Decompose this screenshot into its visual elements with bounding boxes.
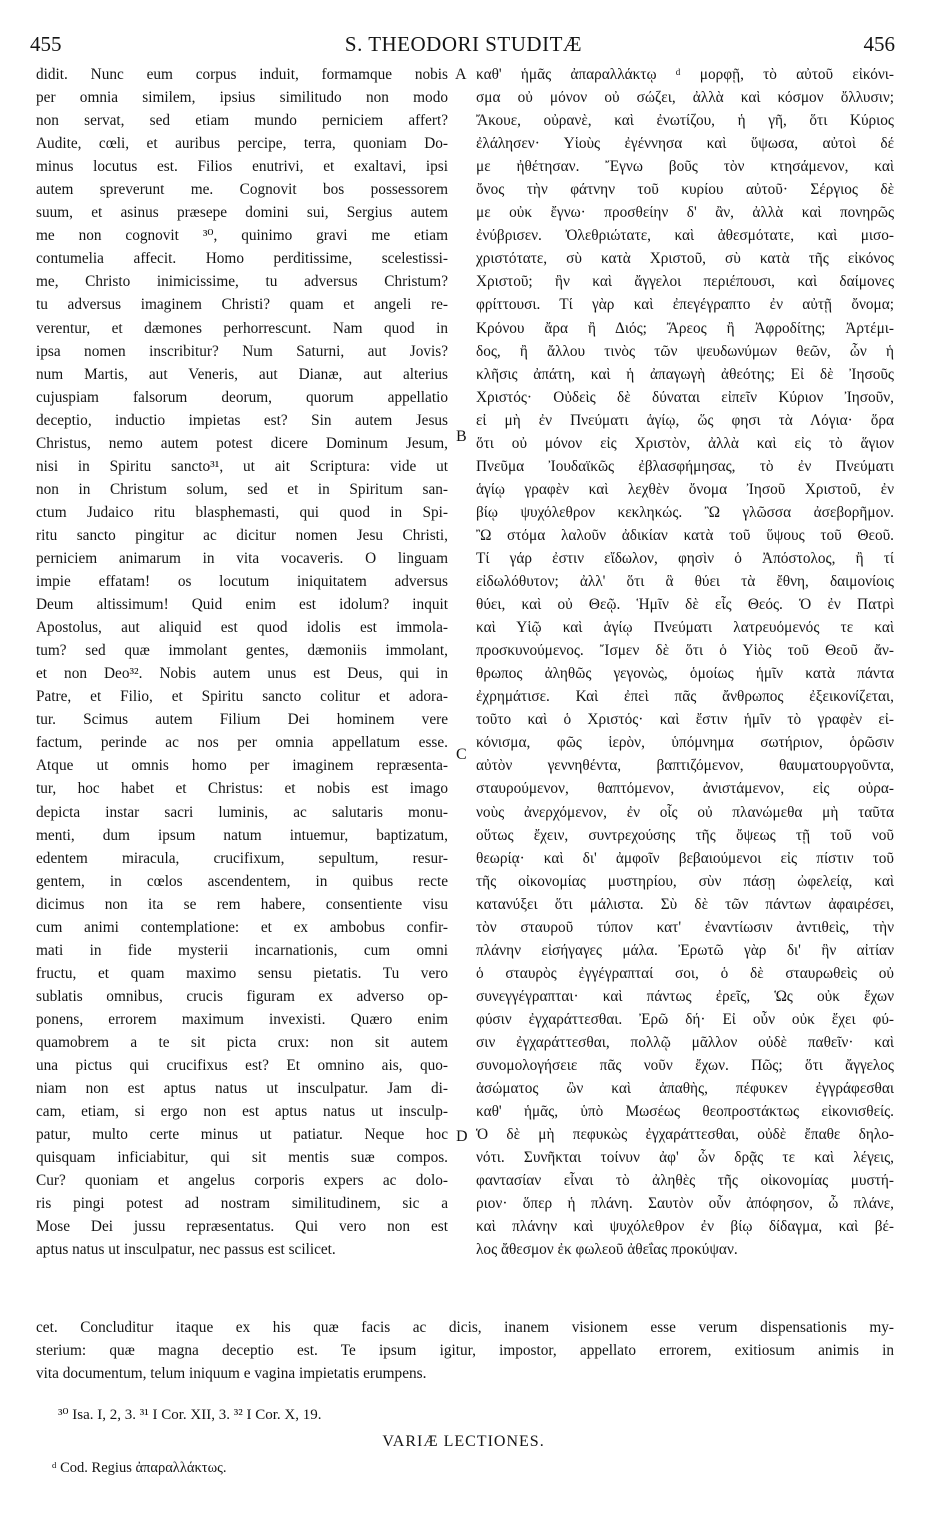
latin-text-line: suum, et asinus præsepe domini sui, Sergius autem (36, 204, 448, 222)
greek-text-line: σμα οὐ μόνον οὐ σώζει, ἀλλὰ καὶ κόσμον ὄλλυσιν; (476, 89, 894, 107)
latin-text-line: cujuspiam falsorum deorum, quorum appellatio (36, 388, 448, 406)
full-width-text-line: vita documentum, telum iniquum e vagina impietatis erumpens. (36, 1365, 427, 1383)
greek-text-line: βίῳ ψυχόλεθρον κεκληκώς. Ὢ γλῶσσα ἀσεβορῆμον. (476, 503, 894, 521)
latin-text-line: ctum Judaico ritu blasphemasti, qui quod in Spi- (36, 503, 448, 521)
greek-text-line: με οὐκ ἔγνω· προσθείην δ' ἂν, ἀλλὰ καὶ πονηρῶς (476, 204, 894, 222)
greek-text-line: ὄνος τὴν φάτνην τοῦ κυρίου αὐτοῦ· Σέργιος δὲ (476, 181, 894, 199)
page-number-left: 455 (30, 32, 62, 56)
latin-text-line: cam, etiam, si ergo non est aptus natus ut insculp- (36, 1103, 448, 1121)
greek-text-line: φαντασίαν εἶναι τὸ ἀληθὲς τῆς οἰκονομίας μυστή- (476, 1172, 894, 1190)
full-width-text-line: sterium: quæ magna deceptio est. Te ipsum igitur, impostor, appellato errorem, exitiosum animis in (36, 1342, 894, 1360)
running-title: S. THEODORI STUDITÆ (344, 32, 583, 56)
latin-text-line: menti, dum ipsum natum intuemur, baptizatum, (36, 826, 448, 844)
latin-text-line: aptus natus ut insculpatur, nec passus est scilicet. (36, 1241, 336, 1259)
latin-text-line: tur, hoc habet et Christus: et nobis est imago (36, 780, 448, 798)
greek-text-line: εἰδωλόθυτον; ἀλλ' ὅτι ἃ θύει τὰ ἔθνη, δαιμονίοις (476, 573, 894, 591)
latin-text-line: Mose Dei jussu repræsentatus. Qui vero non est (36, 1218, 448, 1236)
page-number-right: 456 (863, 32, 895, 56)
greek-text-line: φύσιν ἐγχαράττεσθαι. Ἐρῶ δή· Εἰ οὖν οὐκ ἔχει φύ- (476, 1010, 894, 1028)
greek-text-line: Χριστοῦ; ἣν καὶ ἄγγελοι περιέπουσι, καὶ δαίμονες (476, 273, 894, 291)
latin-text-line: una pictus qui crucifixus est? Et omnino ais, quo- (36, 1057, 448, 1075)
greek-text-line: κλῆσις ἀπάτη, καὶ ἡ ἀπαγωγὴ ἀθεότης; Εἰ δὲ Ἰησοῦς (476, 365, 894, 383)
greek-text-line: σιν ἐγχαράττεσθαι, πολλῷ μᾶλλον οὐδὲ παθεῖν· καὶ (476, 1033, 894, 1051)
greek-text-line: καὶ Υἱῷ καὶ ἁγίῳ Πνεύματι λατρευόμενός τε καὶ (476, 619, 894, 637)
latin-text-line: minus locutus est. Filios enutrivi, et exaltavi, ipsi (36, 158, 448, 176)
greek-text-line: με ἠθέτησαν. Ἔγνω βοῦς τὸν κτησάμενον, καὶ (476, 158, 894, 176)
latin-text-line: non servat, sed etiam mundo perniciem affert? (36, 112, 448, 130)
latin-text-line: niam non est aptus natus ut insculpatur. Jam di- (36, 1080, 448, 1098)
greek-text-line: συνεγγέγραπται· καὶ πάντως ἐρεῖς, Ὡς οὐκ ἔχων (476, 987, 894, 1005)
greek-text-line: αὐτὸν γεννηθέντα, βαπτιζόμενον, θαυματουργοῦντα, (476, 757, 894, 775)
latin-text-line: didit. Nunc eum corpus induit, formamque nobis (36, 66, 448, 83)
latin-text-line: deceptio, inductio impietas est? Sin autem Jesus (36, 411, 448, 429)
greek-text-line: θύει, καὶ οὐ Θεῷ. Ἡμῖν δὲ εἷς Θεός. Ὁ ἐν Πατρὶ (476, 596, 894, 614)
greek-column (476, 63, 894, 1261)
latin-text-line: tum? sed quæ immolant gentes, dæmoniis immolant, (36, 642, 448, 660)
latin-text-line: me non cognovit ³⁰, quinimo gravi me etiam (36, 227, 448, 245)
latin-text-line: gentem, in cœlos ascendentem, in quibus recte (36, 872, 448, 890)
latin-text-line: patur, multo certe minus ut patiatur. Neque hoc (36, 1126, 448, 1144)
greek-text-line: Ἄκουε, οὐρανὲ, καὶ ἐνωτίζου, ἡ γῆ, ὅτι Κύριος (476, 112, 894, 130)
latin-text-line: ponens, errorem maximum invexisti. Quæro enim (36, 1010, 448, 1028)
latin-text-line: Patre, et Filio, et Spiritu sancto colitur et adora- (36, 688, 448, 706)
greek-text-line: ἐχρημάτισε. Καὶ ἐπεὶ πᾶς ἄνθρωπος ἐξεικονίζεται, (476, 688, 894, 706)
greek-text-line: ἐλάλησεν· Υἱοὺς ἐγέννησα καὶ ὕψωσα, αὐτοὶ δέ (476, 135, 894, 153)
latin-text-line: Christus, nemo autem potest dicere Dominum Jesum, (36, 434, 448, 452)
latin-text-line: edentem miracula, crucifixum, sepultum, resur- (36, 849, 448, 867)
greek-text-line: Ὁ δὲ μὴ πεφυκὼς ἐγχαράττεσθαι, οὐδὲ ἔπαθε δηλο- (476, 1126, 894, 1144)
variant-reading-note: ᵈ Cod. Regius ἀπαραλλάκτως. (52, 1460, 227, 1476)
greek-text-line: δος, ἢ ἄλλου τινὸς τῶν ψευδωνύμων θεῶν, ὧν ἡ (476, 342, 894, 360)
latin-text-line: nisi in Spiritu sancto³¹, ut ait Scriptura: vide ut (36, 457, 448, 475)
margin-marker-d: D (456, 1128, 468, 1145)
greek-text-line: ὁ σταυρὸς ἐγγέγραπταί σοι, ὁ δὲ σταυρωθεὶς οὐ (476, 964, 894, 982)
latin-text-line: dicimus non ita se rem habere, consentiente visu (36, 895, 448, 913)
greek-text-line: φρίττουσι. Τί γὰρ καὶ ἐπεγέγραπτο ἐν αὐτῇ ὄνομα; (476, 296, 894, 314)
greek-text-line: πλάνην εἰσήγαγες μάλα. Ἐρωτῶ γὰρ δι' ἣν αἰτίαν (476, 941, 894, 959)
greek-text-line: χριστότατε, σὺ κατὰ Χριστοῦ, σὺ κατὰ τῆς εἰκόνος (476, 250, 894, 268)
greek-text-line: Κρόνου ἄρα ἢ Διός; Ἄρεος ἢ Ἀφροδίτης; Ἀρτέμι- (476, 319, 894, 337)
latin-column (36, 63, 448, 1261)
greek-text-line: ἁγίῳ γραφὲν καὶ λεχθὲν ὄνομα Ἰησοῦ Χριστοῦ, ἐν (476, 480, 894, 498)
margin-marker-c: C (456, 746, 467, 763)
margin-marker-a: A (455, 66, 467, 83)
margin-marker-b: B (456, 428, 467, 445)
latin-text-line: sublatis omnibus, crucis figuram ex adverso op- (36, 987, 448, 1005)
latin-text-line: tur. Scimus autem Filium Dei hominem vere (36, 711, 448, 729)
greek-text-line: συνομολογήσειε πᾶς νοῦν ἔχων. Πῶς; ὅτι ἄγγελος (476, 1057, 894, 1075)
greek-text-line: κόνισμα, φῶς ἱερὸν, ὑπόμνημα σωτήριον, ὁρῶσιν (476, 734, 894, 752)
greek-text-line: νότι. Συνῆκται τοίνυν ἀφ' ὧν δρᾷς τε καὶ λέγεις, (476, 1149, 894, 1167)
latin-text-line: verentur, et dæmones perhorrescunt. Nam quod in (36, 319, 448, 337)
greek-text-line: οὕτως ἔχειν, συντρεχούσης τῆς ὄψεως τῇ τοῦ νοῦ (476, 826, 894, 844)
greek-text-line: τὸν σταυροῦ τύπον κατ' ἐναντίωσιν ἀντιθεὶς, τὴν (476, 918, 894, 936)
latin-text-line: quamobrem a te sit picta crux: non sit autem (36, 1033, 448, 1051)
latin-text-line: factum, perinde ac nos per omnia appellatum esse. (36, 734, 448, 752)
greek-text-line: νοὺς ἀνερχόμενον, ἐν οἷς οὐ πλανώμεθα μὴ ταῦτα (476, 803, 894, 821)
latin-text-line: me, Christo inimicissime, tu adversus Christum? (36, 273, 448, 291)
greek-text-line: καθ' ἡμᾶς ἀπαραλλάκτῳ ᵈ μορφῇ, τὸ αὐτοῦ εἰκόνι- (476, 66, 894, 83)
latin-text-line: Cur? quoniam et angelus corporis expers ac dolo- (36, 1172, 448, 1190)
latin-text-line: per omnia similem, ipsius similitudo non modo (36, 89, 448, 107)
greek-text-line: ριον· ὅπερ ἡ πλάνη. Σαυτὸν οὖν ἀπόφησον, ὦ πλάνε, (476, 1195, 894, 1213)
latin-text-line: et non Deo³². Nobis autem unus est Deus, qui in (36, 665, 448, 683)
latin-text-line: num Martis, aut Veneris, aut Dianæ, aut alterius (36, 365, 448, 383)
latin-text-line: ritu sancto pingitur ac dicitur nomen Jesu Christi, (36, 526, 448, 544)
greek-text-line: καὶ πλάνην καὶ ψυχόλεθρον ἐν βίῳ δίδαγμα, καὶ βέ- (476, 1218, 894, 1236)
greek-text-line: ἀσώματος ὢν καὶ ἀπαθὴς, πέφυκεν ἐγγράφεσθαι (476, 1080, 894, 1098)
footnotes: ³⁰ Isa. I, 2, 3. ³¹ I Cor. XII, 3. ³² I Cor. X, 19. (58, 1407, 322, 1423)
greek-text-line: καθ' ἡμᾶς, ὑπὸ Μωσέως θεοπροστάκτως εἰκονισθείς. (476, 1103, 894, 1121)
latin-text-line: tu adversus imaginem Christi? quam et angeli re- (36, 296, 448, 314)
latin-text-line: depicta instar sacri luminis, ac salutaris monu- (36, 803, 448, 821)
latin-text-line: Deum altissimum! Quid enim est idolum? inquit (36, 596, 448, 614)
latin-text-line: Audite, cœli, et auribus percipe, terra, quoniam Do- (36, 135, 448, 153)
greek-text-line: ἐνύβρισεν. Ὀλεθριώτατε, καὶ ἀθεσμότατε, καὶ μισο- (476, 227, 894, 245)
greek-text-line: θρωπος ἀληθῶς γεγονὼς, ὁμοίως ἡμῖν κατὰ πάντα (476, 665, 894, 683)
greek-text-line: λος ἄθεσμον ἐκ φωλεοῦ ἀθεΐας προκύψαν. (476, 1241, 738, 1259)
latin-text-line: contumelia affecit. Homo perditissime, scelestissi- (36, 250, 448, 268)
latin-text-line: Atque ut omnis homo per imaginem repræsenta- (36, 757, 448, 775)
full-width-text-line: cet. Concluditur itaque ex his quæ facis ac dicis, inanem visionem esse verum dispensationis my- (36, 1319, 894, 1336)
full-width-conclusion (36, 1316, 894, 1385)
greek-text-line: προσκυνούμενος. Ἴσμεν δὲ ὅτι ὁ Υἱὸς τοῦ Θεοῦ ἄν- (476, 642, 894, 660)
greek-text-line: τοῦτο καὶ ὁ Χριστός· καὶ ἔστιν ἡμῖν τὸ γραφὲν εἰ- (476, 711, 894, 729)
greek-text-line: ὅτι οὐ μόνον εἰς Χριστὸν, ἀλλὰ καὶ εἰς τὸ ἅγιον (476, 434, 894, 452)
greek-text-line: σταυρούμενον, θαπτόμενον, ἀνιστάμενον, εἰς οὐρα- (476, 780, 894, 798)
latin-text-line: fructu, et quam maximo sensu pietatis. Tu vero (36, 964, 448, 982)
greek-text-line: Πνεῦμα Ἰουδαϊκῶς ἐβλασφήμησας, τὸ ἐν Πνεύματι (476, 457, 894, 475)
greek-text-line: Τί γάρ ἐστιν εἴδωλον, φησὶν ὁ Ἀπόστολος, ἢ τί (476, 549, 894, 567)
greek-text-line: τῆς οἰκονομίας μυστηρίου, σὺν πάσῃ ὠφελείᾳ, καὶ (476, 872, 894, 890)
latin-text-line: perniciem animarum in vita vocaveris. O linguam (36, 549, 448, 567)
greek-text-line: Χριστός· Οὐδεὶς δὲ δύναται εἰπεῖν Κύριον Ἰησοῦν, (476, 388, 894, 406)
latin-text-line: mati in fide mysterii incarnationis, cum omni (36, 941, 448, 959)
latin-text-line: non in Christum solum, sed et in Spiritum san- (36, 480, 448, 498)
latin-text-line: ipsa nomen inscribitur? Num Saturni, aut Jovis? (36, 342, 448, 360)
latin-text-line: cum animi contemplatione: et ex ambobus confir- (36, 918, 448, 936)
greek-text-line: Ὢ στόμα λαλοῦν ἀδικίαν κατὰ τοῦ ὕψους τοῦ Θεοῦ. (476, 526, 894, 544)
variae-lectiones-heading: VARIÆ LECTIONES. (382, 1433, 545, 1450)
latin-text-line: quisquam inficiabitur, qui sit mentis suæ compos. (36, 1149, 448, 1167)
latin-text-line: ris pingi potest ad nostram similitudinem, sic a (36, 1195, 448, 1213)
latin-text-line: autem spreverunt me. Cognovit bos possessorem (36, 181, 448, 199)
greek-text-line: θεωρίᾳ· καὶ δι' ἀμφοῖν βεβαιούμενοι εἰς πίστιν τοῦ (476, 849, 894, 867)
latin-text-line: impie effatam! os locutum iniquitatem adversus (36, 573, 448, 591)
greek-text-line: κατανύξει ὅτι μάλιστα. Σὺ δὲ τῶν πάντων ἀφαιρέσει, (476, 895, 894, 913)
greek-text-line: εἰ μὴ ἐν Πνεύματι ἁγίῳ, ὥς φησι τὰ Λόγια· ὅρα (476, 411, 894, 429)
latin-text-line: Apostolus, aut aliquid est quod idolis est immola- (36, 619, 448, 637)
